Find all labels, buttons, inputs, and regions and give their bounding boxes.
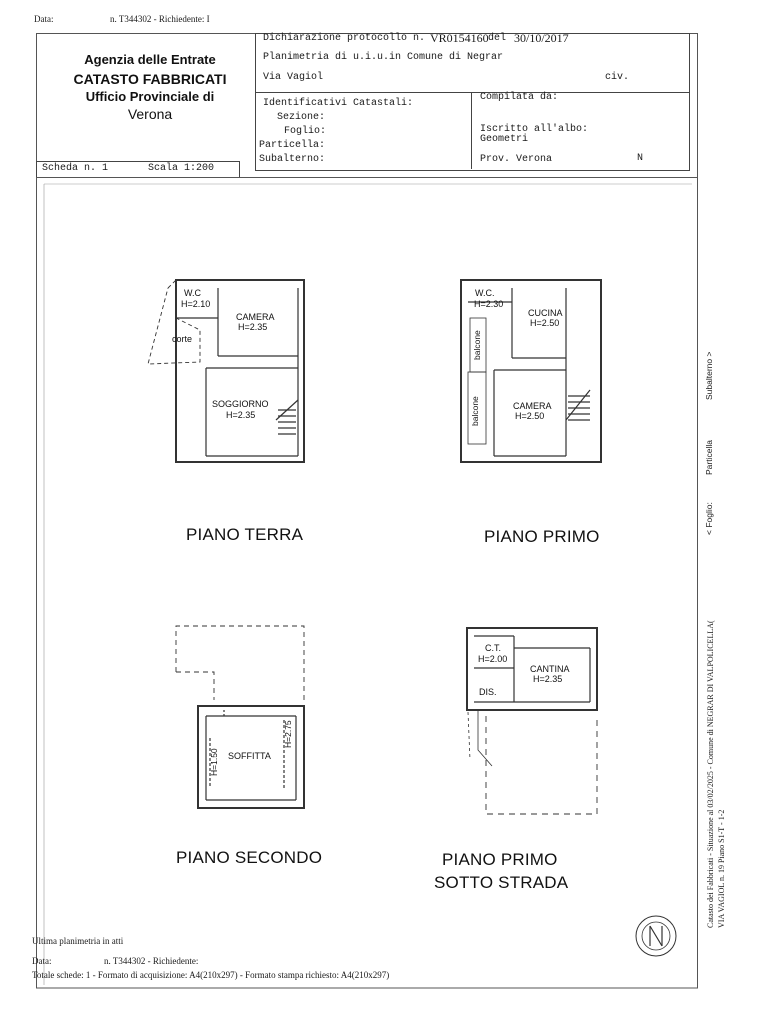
margin-stamp-1: Catasto dei Fabbricati - Situazione al 03/02/2025 - Comune di NEGRAR DI VALPOLICELLA( — [706, 620, 715, 928]
room-label: CANTINA — [530, 664, 570, 674]
room-label: W.C. — [475, 288, 495, 298]
plan-title-sotto-2: SOTTO STRADA — [434, 873, 569, 892]
plan-title-secondo: PIANO SECONDO — [176, 848, 323, 867]
plan-description: Planimetria di u.i.u.in Comune di Negrar — [263, 52, 504, 63]
agency-office: Ufficio Provinciale di — [85, 88, 215, 104]
subalterno-label: Subalterno: — [259, 154, 326, 165]
agency-name: Agenzia delle Entrate — [84, 52, 216, 67]
iscritto-label: Iscritto all'albo: — [480, 124, 589, 135]
footer-totale: Totale schede: 1 - Formato di acquisizione: A4(210x297) - Formato stampa richiesto: A4(210x297) — [32, 970, 390, 980]
room-label: H=2.10 — [181, 299, 211, 309]
footer-date-label: Data: — [32, 956, 52, 966]
agency-catasto: CATASTO FABBRICATI — [73, 71, 227, 88]
room-label: H=2.35 — [533, 674, 563, 684]
protocol-del: del — [488, 33, 507, 44]
identificativi-label: Identificativi Catastali: — [263, 98, 414, 109]
room-label: H=2.35 — [226, 410, 256, 420]
top-date-label: Data: — [34, 14, 54, 24]
protocol-number: VR0154160 — [430, 31, 489, 45]
plan-title-terra: PIANO TERRA — [186, 525, 304, 544]
civ-label: civ. — [605, 72, 630, 83]
margin-particella: Particella — [704, 440, 714, 475]
n-label: N — [637, 153, 644, 164]
particella-label: Particella: — [259, 140, 326, 151]
room-label: H=2.35 — [238, 322, 268, 332]
room-label: corte — [172, 334, 193, 344]
plan-piano-terra — [148, 280, 304, 462]
plan-piano-secondo — [176, 626, 304, 808]
room-label: H=2.30 — [474, 299, 504, 309]
prov-label: Prov. Verona — [480, 154, 553, 165]
scala-label: Scala 1:200 — [148, 163, 215, 174]
street: Via Vagiol — [263, 72, 324, 83]
top-ref: n. T344302 - Richiedente: I — [110, 14, 210, 24]
room-label: balcone — [470, 396, 480, 426]
room-label: H=1.50 — [209, 748, 219, 776]
plan-title-sotto-1: PIANO PRIMO — [442, 850, 558, 869]
room-label: H=2.50 — [515, 411, 545, 421]
protocol-label: Dichiarazione protocollo n. — [263, 33, 426, 44]
room-label: balcone — [472, 330, 482, 360]
margin-stamp-2: VIA VAGIOL n. 19 Piano S1-T - 1-2 — [717, 809, 726, 928]
footer-ultima: Ultima planimetria in atti — [32, 936, 124, 946]
margin-subalterno: Subalterno > — [704, 351, 714, 400]
room-label: C.T. — [485, 643, 502, 653]
geometri-label: Geometri — [480, 134, 529, 145]
room-label: H=2.75 — [283, 720, 293, 748]
room-label: H=2.50 — [530, 318, 560, 328]
room-label: SOFFITTA — [228, 751, 271, 761]
agency-city: Verona — [127, 106, 173, 122]
plan-title-primo: PIANO PRIMO — [484, 527, 600, 546]
room-label: H=2.00 — [478, 654, 508, 664]
sezione-label: Sezione: — [277, 112, 326, 123]
room-label: CAMERA — [236, 312, 275, 322]
margin-foglio: < Foglio: — [704, 502, 714, 535]
room-label: DIS. — [479, 687, 497, 697]
room-label: SOGGIORNO — [212, 399, 269, 409]
north-seal-icon — [636, 916, 676, 956]
footer-ref: n. T344302 - Richiedente: — [104, 956, 199, 966]
room-label: W.C — [184, 288, 201, 298]
scheda-label: Scheda n. 1 — [42, 163, 109, 174]
foglio-label: Foglio: — [284, 126, 327, 137]
compilata-label: Compilata da: — [480, 92, 559, 103]
room-label: CUCINA — [528, 308, 563, 318]
room-label: CAMERA — [513, 401, 552, 411]
protocol-date: 30/10/2017 — [514, 31, 569, 45]
